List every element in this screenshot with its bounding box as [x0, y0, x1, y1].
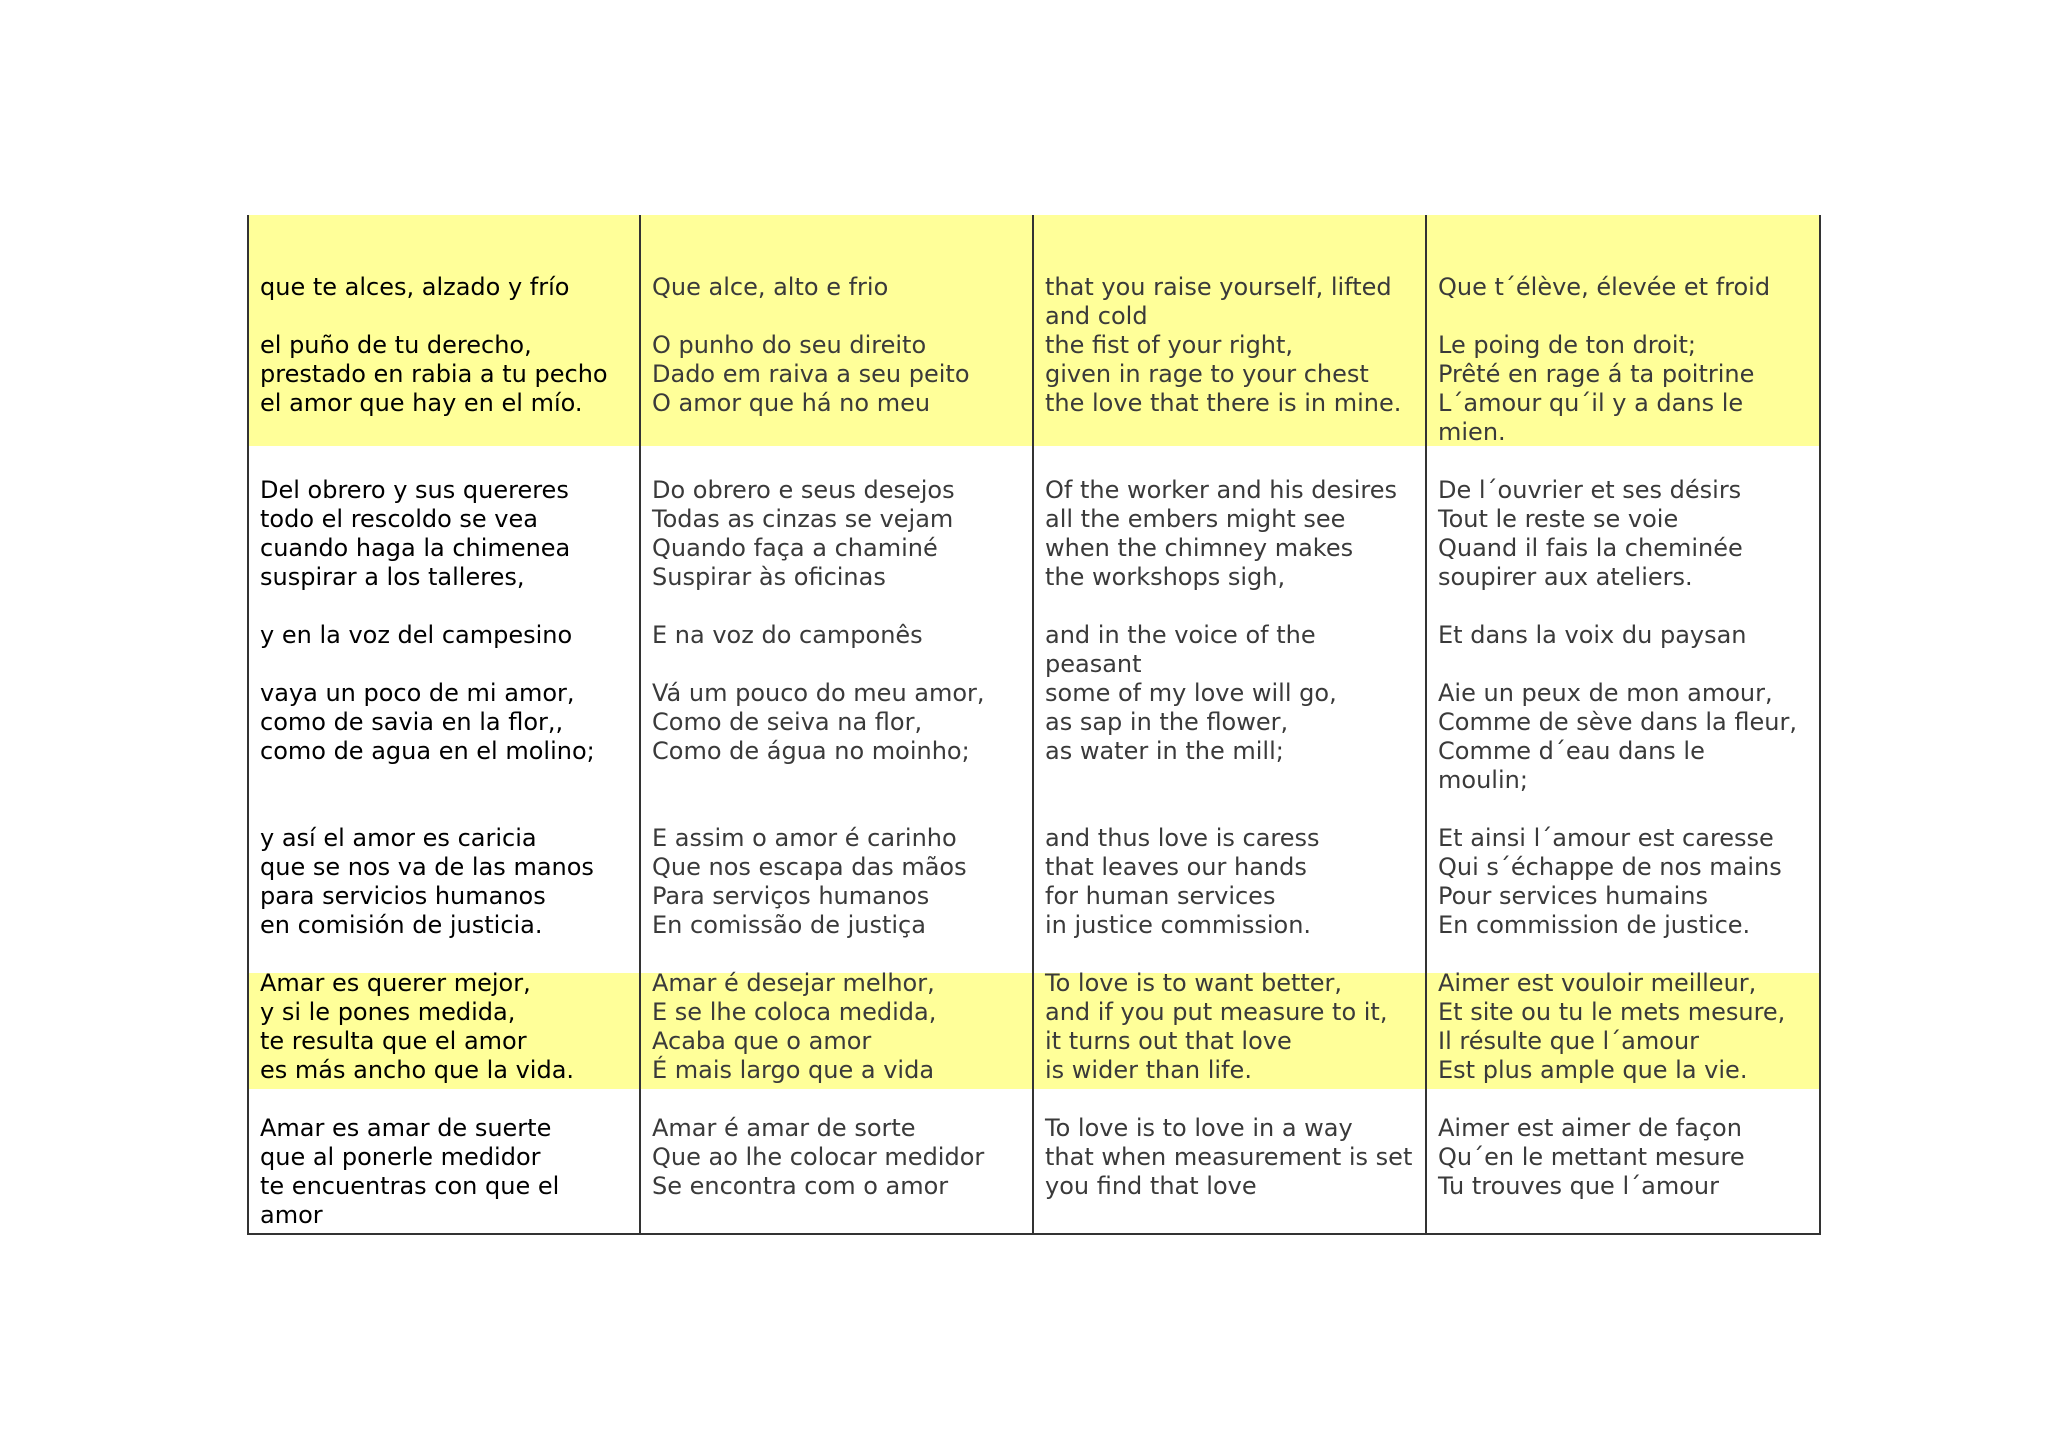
stanza-cell: Le poing de ton droit; Prêté en rage á ta poitrine L´amour qu´il y a dans le mien. [1438, 331, 1755, 446]
stanza-cell: Et dans la voix du paysan [1438, 621, 1747, 649]
column-border [1032, 215, 1034, 1233]
stanza-cell: E na voz do camponês [652, 621, 923, 649]
stanza-cell: De l´ouvrier et ses désirs Tout le reste se voie Quand il fais la cheminée soupirer aux ateliers. [1438, 476, 1743, 591]
stanza-cell: some of my love will go, as sap in the flower, as water in the mill; [1045, 679, 1337, 765]
column-border [247, 215, 249, 1233]
stanza-cell: the fist of your right, given in rage to your chest the love that there is in mine. [1045, 331, 1402, 417]
stanza-cell: que te alces, alzado y frío [260, 273, 570, 301]
stanza-cell: that you raise yourself, lifted and cold [1045, 273, 1392, 330]
stanza-cell: To love is to love in a way that when measurement is set you find that love [1045, 1114, 1413, 1200]
stanza-cell: Vá um pouco do meu amor, Como de seiva na flor, Como de água no moinho; [652, 679, 985, 765]
stanza-cell: Aie un peux de mon amour, Comme de sève dans la fleur, Comme d´eau dans le moulin; [1438, 679, 1797, 794]
stanza-cell: y así el amor es caricia que se nos va de las manos para servicios humanos en comisión de justicia. [260, 824, 594, 939]
stanza-cell: Amar es amar de suerte que al ponerle medidor te encuentras con que el amor [260, 1114, 560, 1229]
stanza-cell: el puño de tu derecho, prestado en rabia a tu pecho el amor que hay en el mío. [260, 331, 608, 417]
stanza-cell: Amar é amar de sorte Que ao lhe colocar medidor Se encontra com o amor [652, 1114, 985, 1200]
stanza-cell: Aimer est aimer de façon Qu´en le mettant mesure Tu trouves que l´amour [1438, 1114, 1745, 1200]
stanza-cell: Do obrero e seus desejos Todas as cinzas se vejam Quando faça a chaminé Suspirar às oficinas [652, 476, 955, 591]
column-border [1425, 215, 1427, 1233]
stanza-cell: Del obrero y sus quereres todo el rescoldo se vea cuando haga la chimenea suspirar a los talleres, [260, 476, 571, 591]
stanza-cell: y en la voz del campesino [260, 621, 573, 649]
stanza-cell: and in the voice of the peasant [1045, 621, 1316, 678]
column-border [1819, 215, 1821, 1233]
stanza-cell: Aimer est vouloir meilleur, Et site ou tu le mets mesure, Il résulte que l´amour Est plus ample que la vie. [1438, 969, 1786, 1084]
stanza-cell: Que t´élève, élevée et froid [1438, 273, 1771, 301]
stanza-cell: Amar é desejar melhor, E se lhe coloca medida, Acaba que o amor É mais largo que a vida [652, 969, 937, 1084]
stanza-cell: and thus love is caress that leaves our hands for human services in justice commission. [1045, 824, 1320, 939]
stanza-cell: O punho do seu direito Dado em raiva a seu peito O amor que há no meu [652, 331, 970, 417]
stanza-cell: Que alce, alto e frio [652, 273, 889, 301]
stanza-cell: To love is to want better, and if you put measure to it, it turns out that love is wider than life. [1045, 969, 1388, 1084]
stanza-cell: Et ainsi l´amour est caresse Qui s´échappe de nos mains Pour services humains En commission de justice. [1438, 824, 1782, 939]
poem-translation-table [247, 215, 1821, 1235]
stanza-cell: vaya un poco de mi amor, como de savia en la flor,, como de agua en el molino; [260, 679, 595, 765]
stanza-cell: Amar es querer mejor, y si le pones medida, te resulta que el amor es más ancho que la vida. [260, 969, 575, 1084]
stanza-cell: E assim o amor é carinho Que nos escapa das mãos Para serviços humanos En comissão de justiça [652, 824, 967, 939]
stanza-cell: Of the worker and his desires all the embers might see when the chimney makes the workshops sigh, [1045, 476, 1398, 591]
